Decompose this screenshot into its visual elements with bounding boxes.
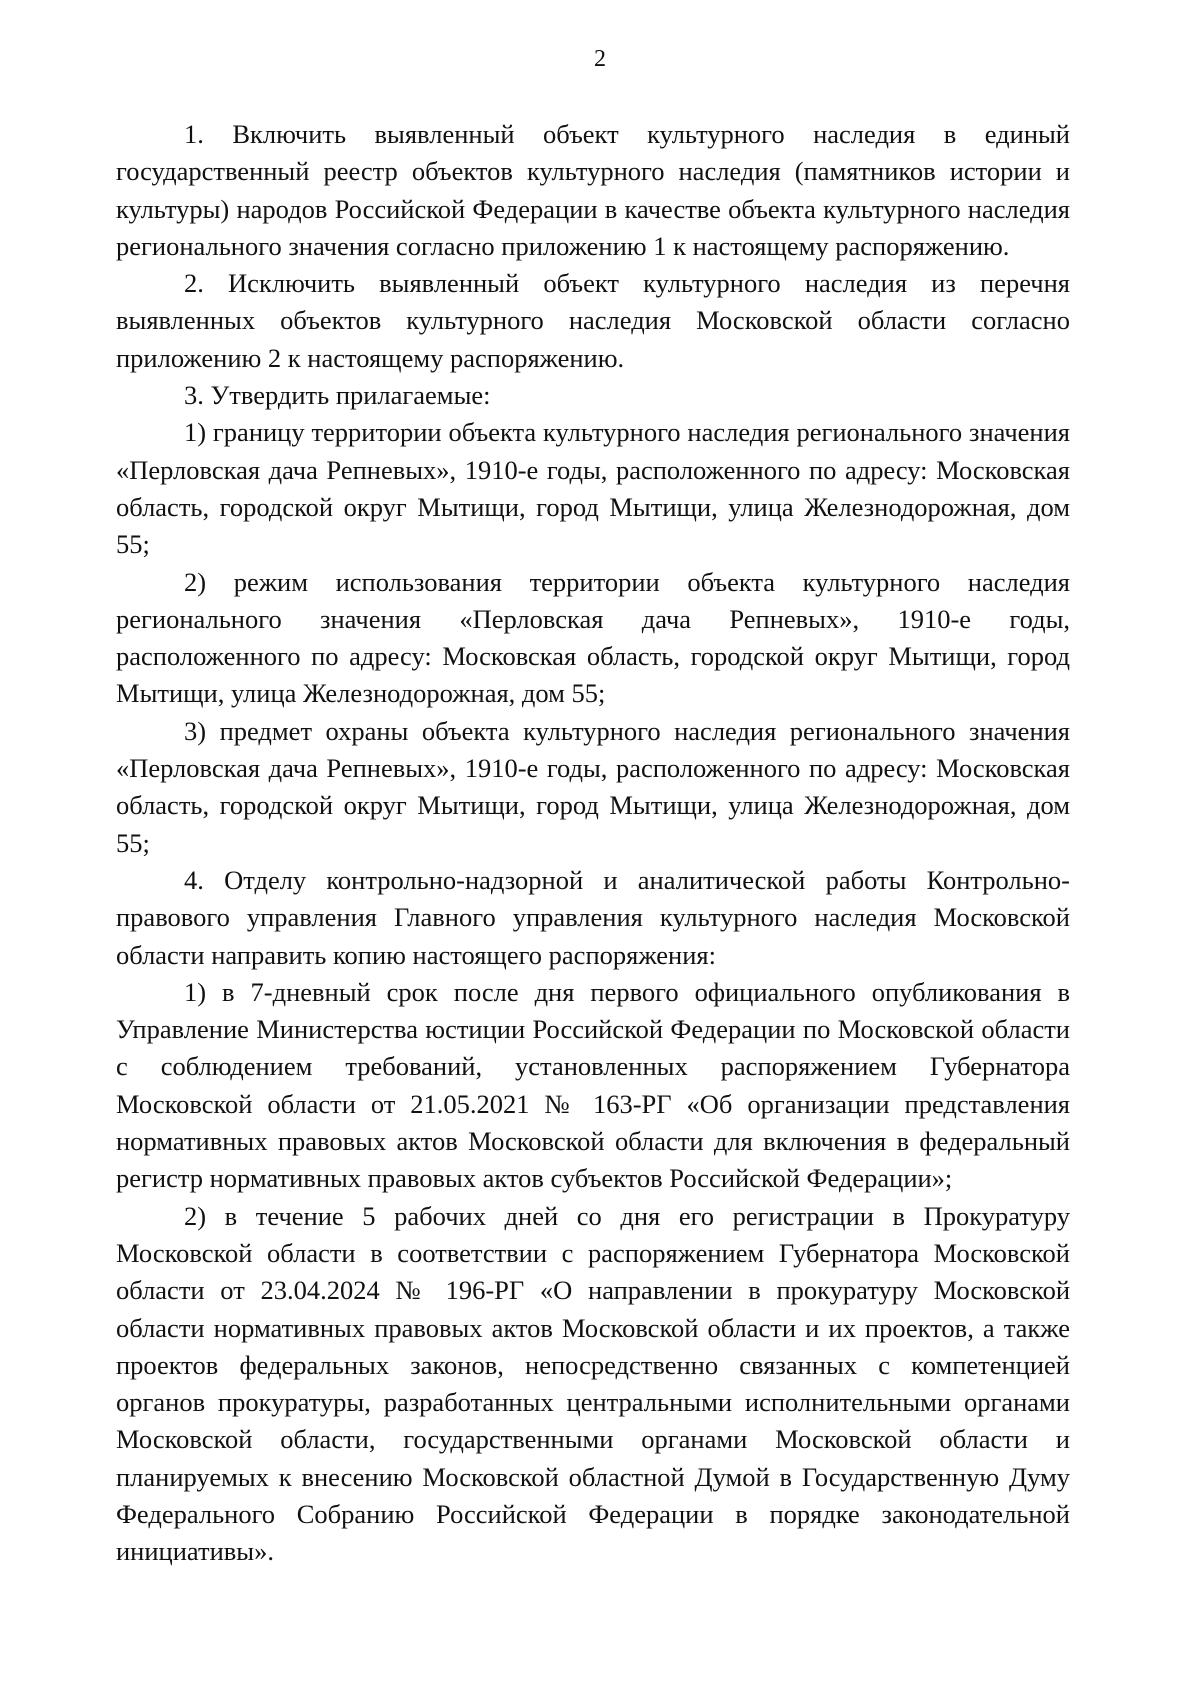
paragraph-item-1: 1. Включить выявленный объект культурного наследия в единый государственный реестр объектов культурного наследия (памятников истории и культуры) народов Российской Федерации в качестве объекта культурного наследия регионального значения согласно приложению 1 к настоящему распоряжению. [116, 119, 1070, 261]
document-body [116, 116, 1070, 1571]
paragraph-subitem-4-2: 2) в течение 5 рабочих дней со дня его регистрации в Прокуратуру Московской области в соответствии с распоряжением Губернатора Московской области от 23.04.2024 № 196-РГ «О направлении в прокуратуру Московской области нормативных правовых актов Московской области и их проектов, а также проектов федеральных законов, непосредственно связанных с компетенцией органов прокуратуры, разработанных центральными исполнительными органами Московской области, государственными органами Московской области и планируемых к внесению Московской областной Думой в Государственную Думу Федерального Собранию Российской Федерации в порядке законодательной инициативы». [116, 1200, 1070, 1567]
paragraph-subitem-3-1: 1) границу территории объекта культурного наследия регионального значения «Перловская дача Репневых», 1910-е годы, расположенного по адресу: Московская область, городской округ Мытищи, город Мытищи, улица Железнодорожная, дом 55; [116, 417, 1070, 560]
paragraph-subitem-4-1: 1) в 7-дневный срок после дня первого официального опубликования в Управление Министерства юстиции Российской Федерации по Московской области с соблюдением требований, установленных распоряжением Губернатора Московской области от 21.05.2021 № 163-РГ «Об организации представления нормативных правовых актов Московской области для включения в федеральный регистр нормативных правовых актов субъектов Российской Федерации»; [116, 976, 1070, 1194]
paragraph-item-3: 3. Утвердить прилагаемые: [184, 380, 491, 411]
paragraph-subitem-3-3: 3) предмет охраны объекта культурного наследия регионального значения «Перловская дача Репневых», 1910-е годы, расположенного по адресу: Московская область, городской округ Мытищи, город Мытищи, улица Железнодорожная, дом 55; [116, 715, 1070, 858]
paragraph-subitem-3-2: 2) режим использования территории объекта культурного наследия регионального значения «Перловская дача Репневых», 1910-е годы, расположенного по адресу: Московская область, городской округ Мытищи, город Мытищи, улица Железнодорожная, дом 55; [116, 566, 1070, 709]
paragraph-item-4: 4. Отделу контрольно-надзорной и аналитической работы Контрольно-правового управления Главного управления культурного наследия Московской области направить копию настоящего распоряжения: [116, 864, 1070, 970]
page-number: 2 [594, 46, 606, 72]
paragraph-item-2: 2. Исключить выявленный объект культурного наследия из перечня выявленных объектов культурного наследия Московской области согласно приложению 2 к настоящему распоряжению. [116, 268, 1070, 373]
